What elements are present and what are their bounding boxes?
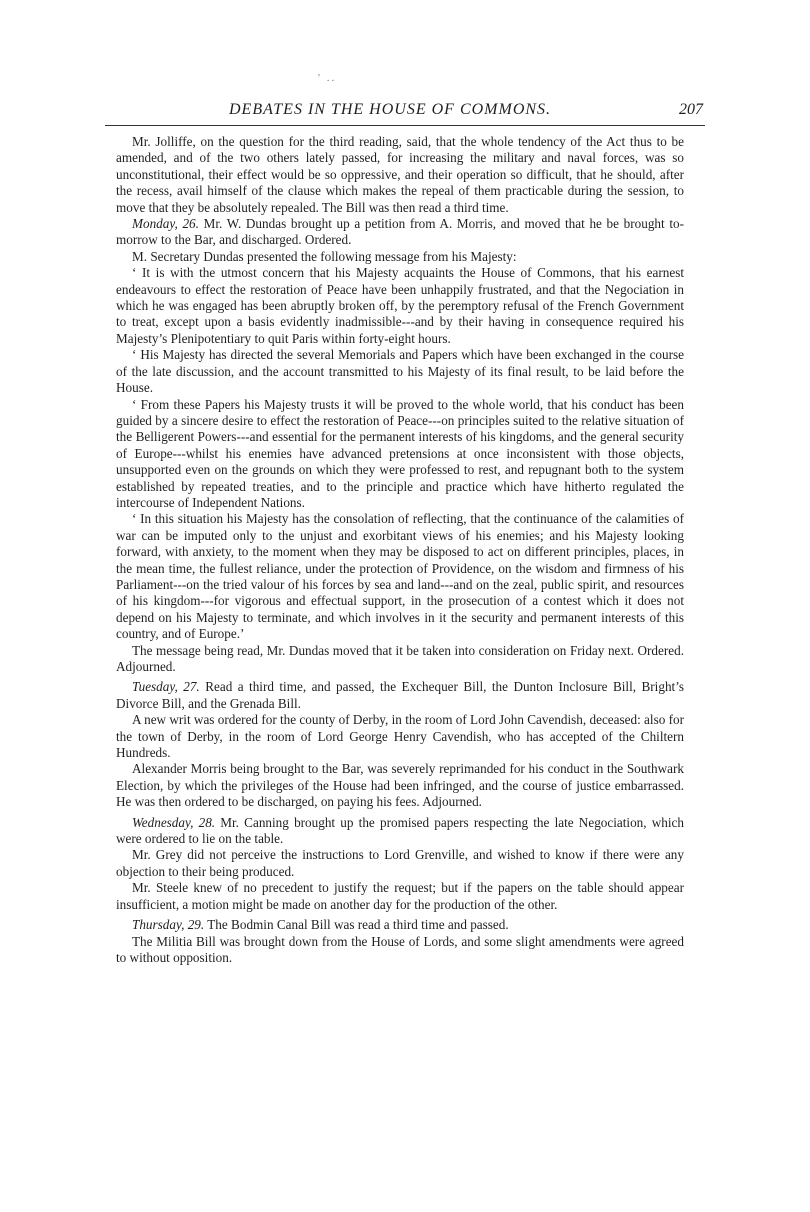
paragraph-jolliffe: Mr. Jolliffe, on the question for the third reading, said, that the whole tendency of the Act thus to be amended, and of the two others lately passed, for increasing the military and naval forces, was so unconstitutional, their effect would be so oppressive, and their operation so difficult, that he should, after the recess, avail himself of the clause which makes the repeal of them practicable during the session, to move that they be absolutely repealed. The Bill was then read a third time. (116, 134, 684, 215)
entry-date: Tuesday, 27. (132, 679, 200, 695)
body-text (116, 134, 684, 966)
paragraph-militia: The Militia Bill was brought down from the House of Lords, and some slight amendments were agreed to without opposition. (116, 933, 684, 965)
paragraph-grey: Mr. Grey did not perceive the instructions to Lord Grenville, and wished to know if there were any objection to their being produced. (116, 847, 684, 879)
paragraph-morris: Alexander Morris being brought to the Bar, was severely reprimanded for his conduct in the Southwark Election, by which the privileges of the House had been infringed, and the course of justice embarrassed. He was then ordered to be discharged, on paying his fees. Adjourned. (116, 761, 684, 810)
running-title: DEBATES IN THE HOUSE OF COMMONS. (229, 101, 552, 118)
paragraph-message-1: ‘ It is with the utmost concern that his Majesty acquaints the House of Commons, that his earnest endeavours to effect the restoration of Peace have been unhappily frustrated, and that the Negociation in which he was engaged has been abruptly broken off, by the peremptory refusal of the French Government to treat, except upon a basis evidently inadmissible---and by their having in consequence required his Majesty’s Plenipotentiary to quit Paris within forty-eight hours. (116, 265, 684, 346)
paragraph-message-2: ‘ His Majesty has directed the several Memorials and Papers which have been exchanged in the course of the late discussion, and the account transmitted to his Majesty of its final result, to be laid before the House. (116, 347, 684, 396)
paragraph-tuesday: Tuesday, 27. Read a third time, and passed, the Exchequer Bill, the Dunton Inclosure Bill, Bright’s Divorce Bill, and the Grenada Bill. (116, 679, 684, 711)
page-number: 207 (679, 101, 703, 118)
paragraph-writ: A new writ was ordered for the county of Derby, in the room of Lord John Cavendish, deceased: also for the town of Derby, in the room of Lord George Henry Cavendish, who has accepted of the Chiltern Hundreds. (116, 712, 684, 761)
printer-mark: ' .. (318, 72, 337, 84)
entry-date: Wednesday, 28. (132, 814, 216, 830)
paragraph-wednesday: Wednesday, 28. Mr. Canning brought up the promised papers respecting the late Negociation, which were ordered to lie on the table. (116, 814, 684, 847)
paragraph-message-4: ‘ In this situation his Majesty has the consolation of reflecting, that the continuance of the calamities of war can be imputed only to the unjust and exorbitant views of his enemies; and his Majesty looking forward, with anxiety, to the moment when they may be disposed to act on different principles, places, in the mean time, the fullest reliance, under the protection of Providence, on the wisdom and firmness of his Parliament---on the tried valour of his forces by sea and land---and on the zeal, public spirit, and resources of his kingdom---for vigorous and effectual support, in the prosecution of a contest which it does not depend on his Majesty to terminate, and which involves in it the security and permanent interests of this country, and of Europe.’ (116, 511, 684, 642)
entry-date: Thursday, 29. (132, 917, 205, 933)
paragraph-steele: Mr. Steele knew of no precedent to justify the request; but if the papers on the table should appear insufficient, a motion might be made on another day for the production of the other. (116, 880, 684, 912)
page-header (105, 99, 705, 126)
entry-date: Monday, 26. (132, 216, 199, 232)
paragraph-monday: Monday, 26. Mr. W. Dundas brought up a petition from A. Morris, and moved that he be brought to-morrow to the Bar, and discharged. Ordered. (116, 216, 685, 248)
paragraph-thursday: Thursday, 29. The Bodmin Canal Bill was read a third time and passed. (132, 917, 509, 933)
paragraph-message-3: ‘ From these Papers his Majesty trusts it will be proved to the whole world, that his conduct has been guided by a sincere desire to effect the restoration of Peace---on principles suited to the relative situation of the Belligerent Powers---and essential for the permanent interests of his kingdoms, and the general security of Europe---whilst his enemies have advanced pretensions at once inconsistent with those objects, unsupported even on the grounds on which they were professed to rest, and repugnant both to the system established by repeated treaties, and to the principle and practice which have hitherto regulated the intercourse of Independent Nations. (116, 396, 684, 510)
paragraph-message-read: The message being read, Mr. Dundas moved that it be taken into consideration on Friday next. Ordered. Adjourned. (116, 642, 684, 674)
paragraph-dundas-message: M. Secretary Dundas presented the following message from his Majesty: (132, 248, 517, 264)
